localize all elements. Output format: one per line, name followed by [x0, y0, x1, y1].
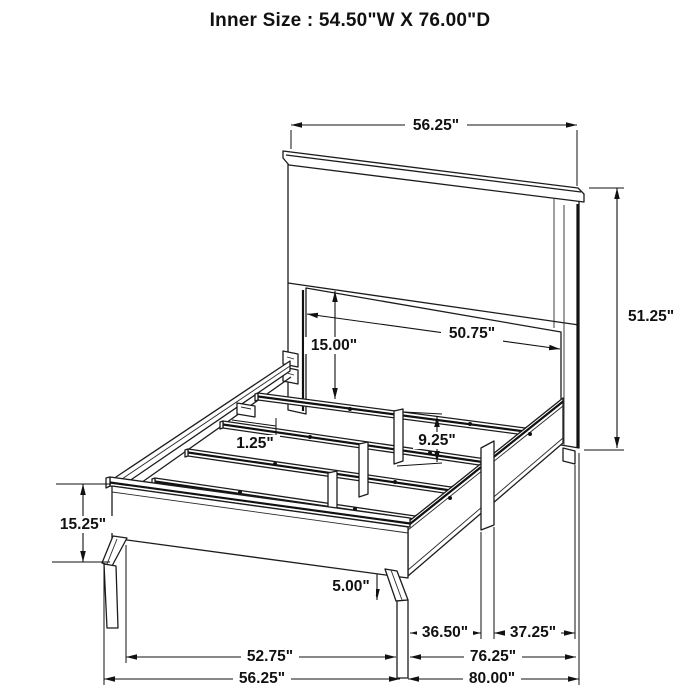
dim-front-leg-span: 36.50": [421, 624, 469, 641]
dim-headboard-height: 51.25": [628, 308, 675, 325]
dim-overall-depth: 80.00": [468, 670, 516, 687]
diagram-title: Inner Size : 54.50"W X 76.00"D: [209, 10, 491, 31]
rear-center-leg: [481, 441, 494, 530]
dim-footboard-height: 15.25": [59, 516, 107, 533]
dim-rear-leg-span: 37.25": [509, 624, 557, 641]
dim-slat-thickness: 1.25": [236, 435, 274, 452]
dim-leg-clearance: 5.00": [332, 578, 370, 595]
dim-side-rail-length: 76.25": [469, 648, 517, 665]
slat-rear: [255, 393, 529, 435]
dim-headboard-leg-space: 15.00": [310, 337, 358, 354]
dim-center-leg-height: 9.25": [418, 432, 456, 449]
dim-top-width: 56.25": [412, 117, 460, 134]
footboard-left-leg: [102, 536, 127, 628]
front-corner-leg: [385, 569, 408, 678]
dim-footboard-length: 52.75": [246, 648, 294, 665]
dim-overall-width: 56.25": [238, 670, 286, 687]
dim-inner-width: 50.75": [448, 325, 496, 342]
